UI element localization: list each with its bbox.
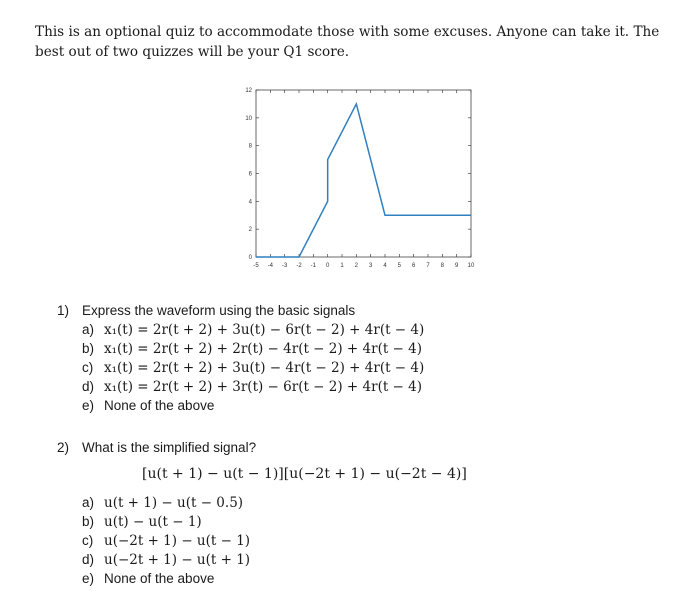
- q1-option-a[interactable]: [82, 322, 424, 338]
- x-tick-label: 10: [467, 263, 475, 269]
- q2-option-text: u(−2t + 1) − u(t − 1): [104, 533, 251, 549]
- x-tick-label: 0: [325, 263, 330, 269]
- q1-number: 1): [57, 303, 70, 318]
- x-tick-label: 6: [411, 263, 416, 269]
- q1-option-letter: c): [82, 360, 94, 375]
- q1-option-b[interactable]: [82, 341, 422, 357]
- q2-option-a[interactable]: [82, 495, 243, 511]
- y-tick-label: 4: [248, 199, 252, 206]
- q2-option-text: None of the above: [104, 571, 215, 586]
- q1-option-e[interactable]: [82, 398, 214, 413]
- q1-option-text: x₁(t) = 2r(t + 2) + 3u(t) − 6r(t − 2) + 4r(t − 4): [104, 322, 425, 338]
- q2-option-d[interactable]: [82, 552, 250, 568]
- x-tick-label: 7: [426, 263, 430, 269]
- q2-option-letter: e): [82, 571, 95, 586]
- q1-option-d[interactable]: [82, 379, 422, 395]
- q1-option-text: x₁(t) = 2r(t + 2) + 3r(t) − 6r(t − 2) + 4r(t − 4): [104, 379, 423, 395]
- q2-option-text: u(t) − u(t − 1): [104, 514, 202, 530]
- q1-prompt: Express the waveform using the basic signals: [82, 303, 356, 318]
- q2-option-letter: c): [82, 533, 94, 548]
- x-tick-label: 3: [368, 263, 373, 269]
- q1-option-letter: e): [82, 398, 95, 413]
- x-tick-label: 5: [397, 263, 402, 269]
- q1-option-text: x₁(t) = 2r(t + 2) + 3u(t) − 4r(t − 2) + 4r(t − 4): [104, 360, 425, 376]
- q2-number: 2): [57, 440, 70, 455]
- x-tick-label: -5: [253, 263, 259, 269]
- q1-option-text: None of the above: [104, 398, 215, 413]
- y-tick-label: 6: [248, 171, 252, 178]
- x-tick-label: -2: [296, 263, 302, 269]
- waveform-chart: [226, 85, 486, 275]
- q2-prompt: What is the simplified signal?: [82, 440, 257, 455]
- y-tick-label: 8: [248, 143, 252, 150]
- x-tick-label: 8: [440, 263, 445, 269]
- x-tick-label: 1: [340, 263, 344, 269]
- q1-option-text: x₁(t) = 2r(t + 2) + 2r(t) − 4r(t − 2) + 4r(t − 4): [104, 341, 423, 357]
- waveform-plot: [226, 85, 486, 275]
- y-tick-label: 12: [245, 88, 252, 94]
- x-tick-label: -3: [281, 263, 288, 269]
- q2-option-text: u(t + 1) − u(t − 0.5): [104, 495, 244, 511]
- y-tick-label: 2: [248, 227, 252, 234]
- q1-option-letter: d): [82, 379, 95, 394]
- q2-option-c[interactable]: [82, 533, 250, 549]
- x-tick-label: 9: [454, 263, 459, 269]
- x-tick-label: 2: [354, 263, 359, 269]
- x-tick-label: 4: [383, 263, 387, 269]
- plot-frame: [256, 90, 471, 257]
- x-tick-label: -4: [267, 263, 274, 269]
- x-tick-label: -1: [310, 263, 317, 269]
- y-tick-label: 10: [245, 115, 252, 122]
- q2-option-letter: d): [82, 552, 95, 567]
- q2-option-text: u(−2t + 1) − u(t + 1): [104, 552, 251, 568]
- q1-option-c[interactable]: [82, 360, 424, 376]
- q2-option-e[interactable]: [82, 571, 214, 586]
- q1-option-letter: a): [82, 322, 95, 337]
- q2-option-letter: b): [82, 514, 95, 529]
- intro-text: This is an optional quiz to accommodate those with some excuses. Anyone can take it. The best out of two quizzes will be your Q1 score.: [35, 24, 660, 60]
- q2-option-b[interactable]: [82, 514, 202, 530]
- q2-option-letter: a): [82, 495, 95, 510]
- y-tick-label: 0: [248, 255, 252, 261]
- q1-option-letter: b): [82, 341, 95, 356]
- q2-equation: [u(t + 1) − u(t − 1)][u(−2t + 1) − u(−2t − 4)]: [142, 466, 467, 482]
